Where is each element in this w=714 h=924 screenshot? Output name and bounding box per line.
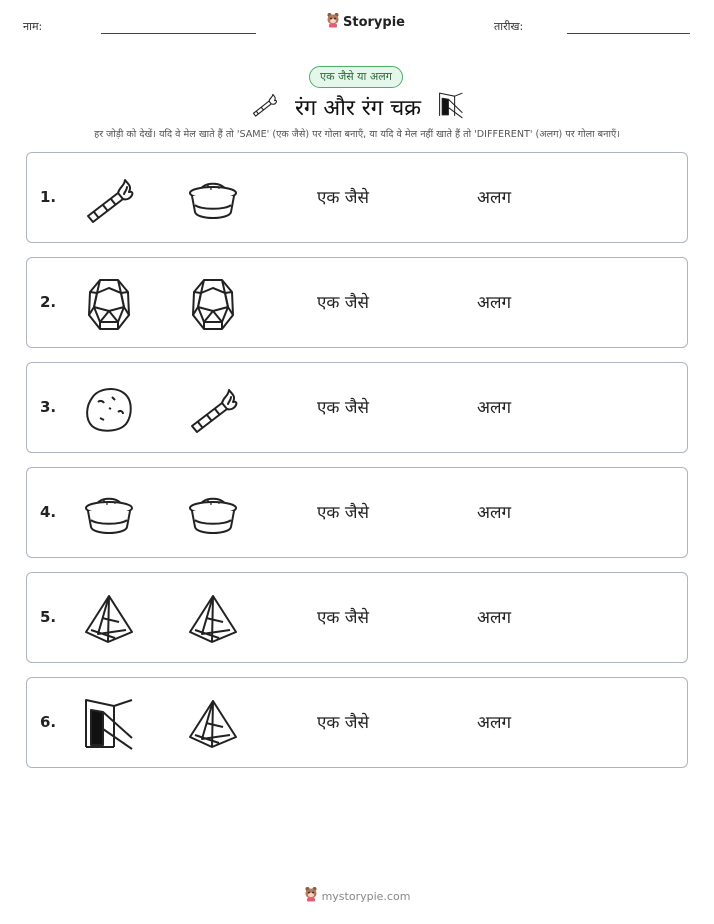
- pair-card: [26, 572, 688, 663]
- date-line[interactable]: [567, 33, 690, 34]
- pyramid-icon: [82, 592, 136, 646]
- incense-stick-icon: [82, 172, 136, 226]
- brand-name: Storypie: [343, 14, 405, 30]
- name-label: नाम:: [23, 20, 43, 33]
- item-number: 5.: [40, 608, 57, 626]
- gemstone-icon: [186, 277, 240, 331]
- different-option[interactable]: अलग: [477, 713, 512, 733]
- same-option[interactable]: एक जैसे: [317, 713, 369, 733]
- pyramid-icon: [186, 697, 240, 751]
- name-line[interactable]: [101, 33, 256, 34]
- same-option[interactable]: एक जैसे: [317, 503, 369, 523]
- page-title: रंग और रंग चक्र: [294, 96, 422, 121]
- footer: [0, 886, 714, 906]
- different-option[interactable]: अलग: [477, 293, 512, 313]
- pair-card: [26, 362, 688, 453]
- doorway-icon: [82, 697, 136, 751]
- date-label: तारीख:: [494, 20, 524, 33]
- worksheet-type-badge: एक जैसे या अलग: [309, 66, 403, 88]
- pair-card: [26, 677, 688, 768]
- storypie-mascot-icon: [326, 12, 340, 32]
- brand-logo: [326, 12, 405, 32]
- powder-bowl-icon: [186, 487, 240, 541]
- same-option[interactable]: एक जैसे: [317, 398, 369, 418]
- rock-icon: [82, 382, 136, 436]
- incense-stick-icon: [186, 382, 240, 436]
- same-option[interactable]: एक जैसे: [317, 293, 369, 313]
- item-number: 1.: [40, 188, 57, 206]
- doorway-icon: [437, 90, 465, 124]
- powder-bowl-icon: [82, 487, 136, 541]
- item-number: 3.: [40, 398, 57, 416]
- instructions: हर जोड़ी को देखें। यदि वे मेल खाते हैं तो 'SAME' (एक जैसे) पर गोला बनाएँ, या यदि वे मेल नहीं खाते हैं तो 'DIFFERENT' (अलग) पर गोला बनाएँ।: [94, 129, 620, 140]
- different-option[interactable]: अलग: [477, 503, 512, 523]
- footer-url: mystorypie.com: [321, 889, 411, 903]
- different-option[interactable]: अलग: [477, 398, 512, 418]
- storypie-mascot-icon: [304, 886, 318, 906]
- same-option[interactable]: एक जैसे: [317, 608, 369, 628]
- pair-card: [26, 152, 688, 243]
- item-number: 2.: [40, 293, 57, 311]
- powder-bowl-icon: [186, 172, 240, 226]
- pyramid-icon: [186, 592, 240, 646]
- same-option[interactable]: एक जैसे: [317, 188, 369, 208]
- item-number: 6.: [40, 713, 57, 731]
- item-number: 4.: [40, 503, 57, 521]
- gemstone-icon: [82, 277, 136, 331]
- incense-stick-icon: [249, 90, 279, 124]
- different-option[interactable]: अलग: [477, 608, 512, 628]
- different-option[interactable]: अलग: [477, 188, 512, 208]
- pair-card: [26, 257, 688, 348]
- title-row: [0, 90, 714, 124]
- pair-card: [26, 467, 688, 558]
